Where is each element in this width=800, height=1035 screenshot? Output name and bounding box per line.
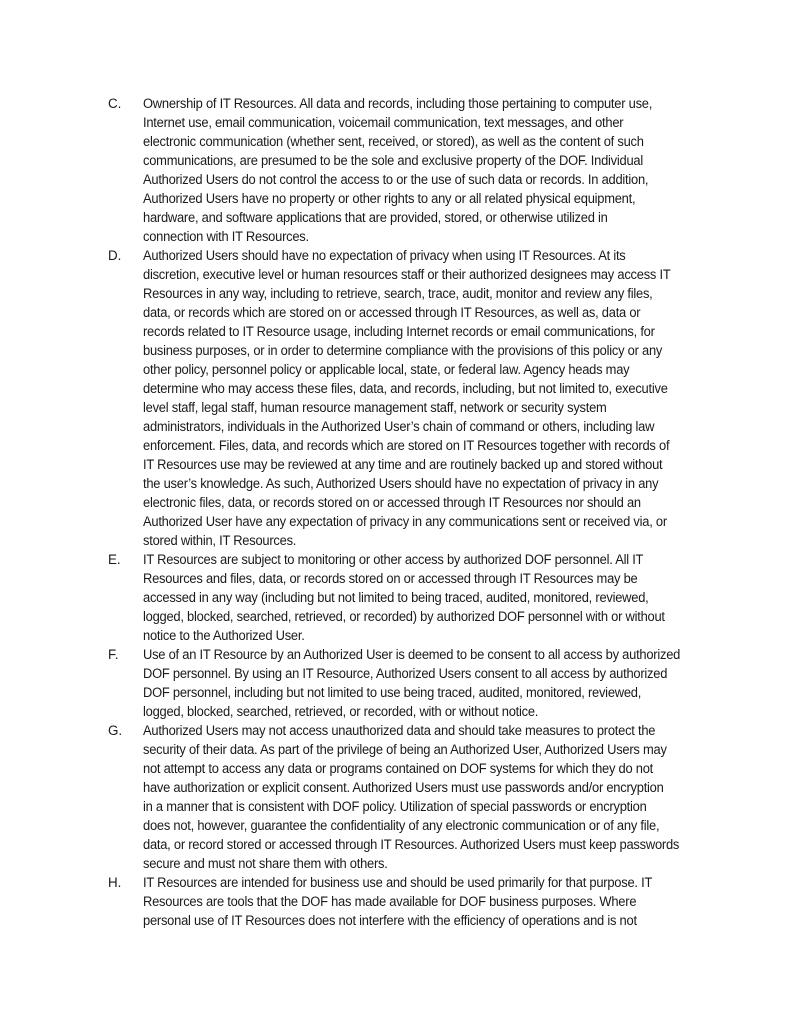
list-item-text bbox=[143, 246, 800, 550]
text-line: communications, are presumed to be the sole and exclusive property of the DOF. Individual bbox=[143, 153, 643, 168]
list-item-text bbox=[143, 645, 800, 721]
text-line: security of their data. As part of the privilege of being an Authorized User, Authorized Users may bbox=[143, 742, 667, 757]
text-line: records related to IT Resource usage, including Internet records or email communications, for bbox=[143, 324, 655, 339]
list-item-text bbox=[143, 873, 800, 930]
text-line: Ownership of IT Resources. All data and records, including those pertaining to computer use, bbox=[143, 96, 653, 111]
text-line: electronic files, data, or records stored on or accessed through IT Resources nor should an bbox=[143, 495, 641, 510]
list-item bbox=[0, 94, 800, 246]
text-line: Internet use, email communication, voicemail communication, text messages, and other bbox=[143, 115, 624, 130]
text-line: Resources are tools that the DOF has made available for DOF business purposes. Where bbox=[143, 894, 637, 909]
list-item-label: D. bbox=[108, 248, 122, 263]
text-line: Authorized User have any expectation of privacy in any communications sent or received via, or bbox=[143, 514, 667, 529]
document-body bbox=[0, 94, 800, 930]
text-line: other policy, personnel policy or applicable local, state, or federal law. Agency heads may bbox=[143, 362, 630, 377]
text-line: Use of an IT Resource by an Authorized User is deemed to be consent to all access by authorized bbox=[143, 647, 681, 662]
text-line: hardware, and software applications that are provided, stored, or otherwise utilized in bbox=[143, 210, 608, 225]
text-line: Resources in any way, including to retrieve, search, trace, audit, monitor and review any files, bbox=[143, 286, 653, 301]
text-line: accessed in any way (including but not limited to being traced, audited, monitored, reviewed, bbox=[143, 590, 649, 605]
list-item-text bbox=[143, 721, 800, 873]
text-line: administrators, individuals in the Authorized User’s chain of command or others, including law bbox=[143, 419, 655, 434]
text-line: data, or record stored or accessed through IT Resources. Authorized Users must keep passwords bbox=[143, 837, 680, 852]
text-line: enforcement. Files, data, and records which are stored on IT Resources together with records of bbox=[143, 438, 670, 453]
text-line: IT Resources are subject to monitoring or other access by authorized DOF personnel. All IT bbox=[143, 552, 644, 567]
text-line: business purposes, or in order to determine compliance with the provisions of this policy or any bbox=[143, 343, 663, 358]
text-line: not attempt to access any data or programs contained on DOF systems for which they do not bbox=[143, 761, 654, 776]
list-item-label: E. bbox=[108, 552, 121, 567]
list-item-label: G. bbox=[108, 723, 123, 738]
text-line: IT Resources are intended for business use and should be used primarily for that purpose. IT bbox=[143, 875, 653, 890]
list-item bbox=[0, 645, 800, 721]
text-line: in a manner that is consistent with DOF policy. Utilization of special passwords or encryption bbox=[143, 799, 647, 814]
text-line: connection with IT Resources. bbox=[143, 229, 309, 244]
list-item-text bbox=[143, 94, 800, 246]
text-line: have authorization or explicit consent. Authorized Users must use passwords and/or encryption bbox=[143, 780, 664, 795]
text-line: level staff, legal staff, human resource management staff, network or security system bbox=[143, 400, 607, 415]
list-item-text bbox=[143, 550, 800, 645]
list-item-label: F. bbox=[108, 647, 119, 662]
text-line: electronic communication (whether sent, received, or stored), as well as the content of such bbox=[143, 134, 644, 149]
list-item bbox=[0, 550, 800, 645]
text-line: DOF personnel, including but not limited to use being traced, audited, monitored, reviewed, bbox=[143, 685, 642, 700]
text-line: personal use of IT Resources does not interfere with the efficiency of operations and is not bbox=[143, 913, 637, 928]
text-line: stored within, IT Resources. bbox=[143, 533, 297, 548]
text-line: Authorized Users should have no expectation of privacy when using IT Resources. At its bbox=[143, 248, 626, 263]
text-line: secure and must not share them with others. bbox=[143, 856, 388, 871]
text-line: Authorized Users do not control the access to or the use of such data or records. In addition, bbox=[143, 172, 649, 187]
text-line: logged, blocked, searched, retrieved, or recorded, with or without notice. bbox=[143, 704, 539, 719]
list-item bbox=[0, 721, 800, 873]
text-line: discretion, executive level or human resources staff or their authorized designees may access IT bbox=[143, 267, 671, 282]
text-line: data, or records which are stored on or accessed through IT Resources, as well as, data or bbox=[143, 305, 641, 320]
text-line: notice to the Authorized User. bbox=[143, 628, 305, 643]
text-line: determine who may access these files, data, and records, including, but not limited to, executive bbox=[143, 381, 668, 396]
list-item-label: C. bbox=[108, 96, 122, 111]
list-item bbox=[0, 246, 800, 550]
list-item bbox=[0, 873, 800, 930]
text-line: Resources and files, data, or records stored on or accessed through IT Resources may be bbox=[143, 571, 638, 586]
text-line: logged, blocked, searched, retrieved, or recorded) by authorized DOF personnel with or without bbox=[143, 609, 665, 624]
list-item-label: H. bbox=[108, 875, 122, 890]
text-line: DOF personnel. By using an IT Resource, Authorized Users consent to all access by authorized bbox=[143, 666, 668, 681]
text-line: the user’s knowledge. As such, Authorized Users should have no expectation of privacy in any bbox=[143, 476, 659, 491]
text-line: IT Resources use may be reviewed at any time and are routinely backed up and stored without bbox=[143, 457, 663, 472]
text-line: Authorized Users may not access unauthorized data and should take measures to protect the bbox=[143, 723, 656, 738]
text-line: does not, however, guarantee the confidentiality of any electronic communication or of any file, bbox=[143, 818, 660, 833]
text-line: Authorized Users have no property or other rights to any or all related physical equipment, bbox=[143, 191, 636, 206]
